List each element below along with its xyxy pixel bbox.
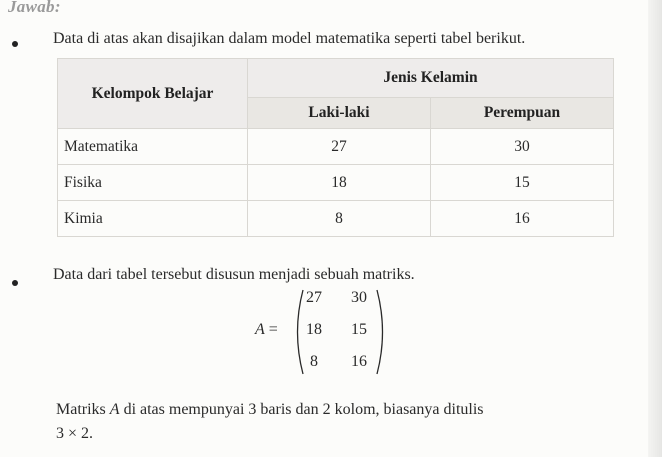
answer-heading: Jawab: <box>8 0 61 16</box>
matrix-cell: 27 <box>306 289 322 306</box>
matrix-cell: 18 <box>306 321 322 338</box>
matrix-lhs <box>255 321 278 339</box>
bullet-dot <box>12 280 18 286</box>
bullet-dot <box>12 41 18 47</box>
table-row <box>58 129 614 165</box>
row-label: Kimia <box>58 201 248 237</box>
cell-male: 18 <box>248 165 431 201</box>
conclusion-paragraph <box>56 398 636 446</box>
matrix-name: A <box>255 321 265 338</box>
cell-male: 27 <box>248 129 431 165</box>
conclusion-var: A <box>109 401 120 418</box>
header-female: Perempuan <box>431 98 614 129</box>
matrix-cell: 30 <box>351 289 367 306</box>
matrix-cell: 8 <box>310 353 318 370</box>
table-row <box>58 201 614 237</box>
matrix-cell: 16 <box>351 353 367 370</box>
matrix-intro-paragraph: Data dari tabel tersebut disusun menjadi sebuah matriks. <box>53 266 415 283</box>
matrix-equation <box>255 287 395 377</box>
cell-male: 8 <box>248 201 431 237</box>
header-gender: Jenis Kelamin <box>248 59 614 98</box>
equals-sign: = <box>268 321 278 338</box>
cell-female: 15 <box>431 165 614 201</box>
page-edge-shadow <box>648 0 662 457</box>
conclusion-text-c: 3 × 2. <box>56 425 94 442</box>
cell-female: 30 <box>431 129 614 165</box>
conclusion-text-b: di atas mempunyai 3 baris dan 2 kolom, biasanya ditulis <box>119 401 484 418</box>
intro-paragraph: Data di atas akan disajikan dalam model matematika seperti tabel berikut. <box>53 30 526 47</box>
table-row <box>58 165 614 201</box>
row-label: Fisika <box>58 165 248 201</box>
data-table <box>57 58 614 237</box>
header-male: Laki-laki <box>248 98 431 129</box>
row-label: Matematika <box>58 129 248 165</box>
conclusion-text-a: Matriks <box>56 401 110 418</box>
cell-female: 16 <box>431 201 614 237</box>
matrix-cell: 15 <box>351 321 367 338</box>
header-group: Kelompok Belajar <box>58 59 248 129</box>
